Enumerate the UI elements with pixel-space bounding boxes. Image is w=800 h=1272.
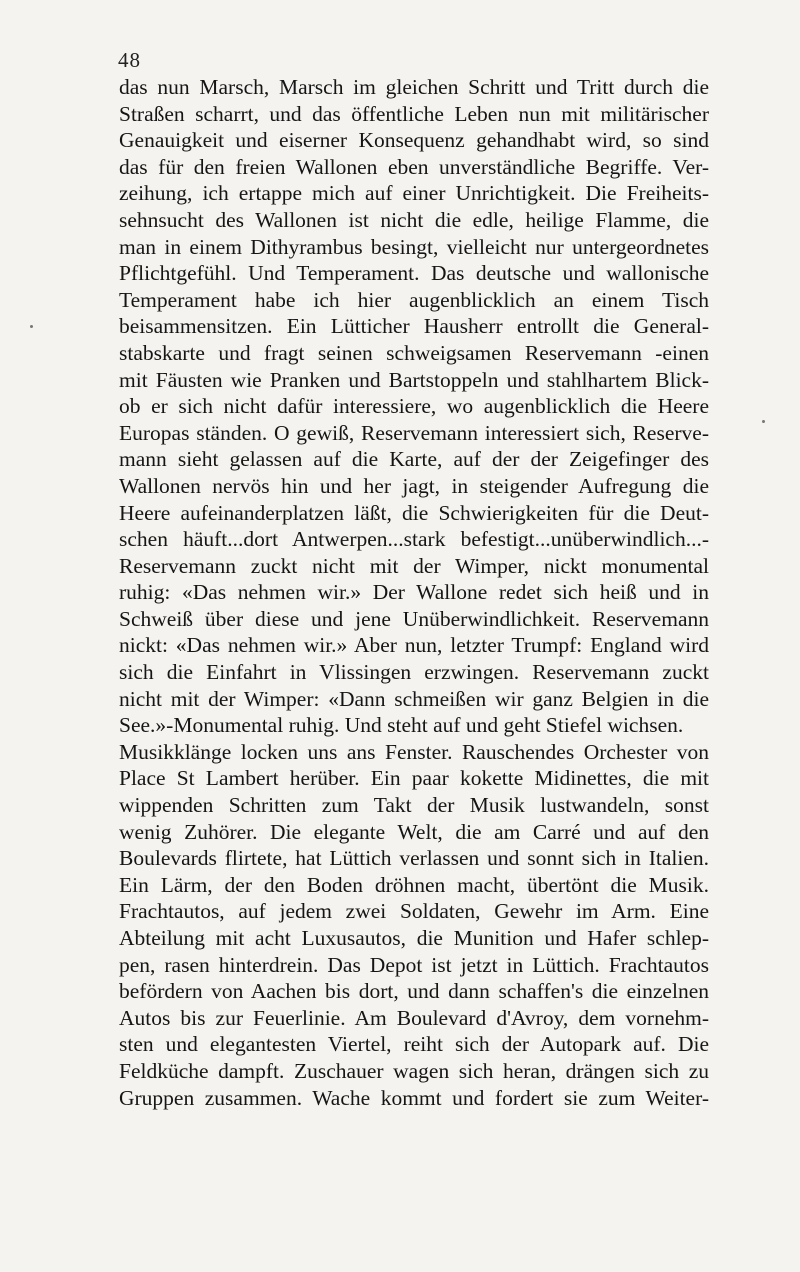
text-line: pen, rasen hinterdrein. Das Depot ist jetzt in Lüttich. Frachtautos — [119, 952, 709, 977]
text-line: sich die Einfahrt in Vlissingen erzwingen. Reservemann zuckt — [119, 660, 709, 685]
text-line: befördern von Aachen bis dort, und dann schaffen's die einzelnen — [119, 979, 709, 1004]
text-line: Abteilung mit acht Luxusautos, die Munition und Hafer schlep- — [119, 926, 709, 950]
text-line: wippenden Schritten zum Takt der Musik lustwandeln, sonst — [119, 793, 709, 818]
text-line: man in einem Dithyrambus besingt, vielleicht nur untergeordnetes — [119, 234, 709, 259]
text-line: Ein Lärm, der den Boden dröhnen macht, übertönt die Musik. — [119, 872, 709, 897]
text-line: sehnsucht des Wallonen ist nicht die edle, heilige Flamme, die — [119, 207, 709, 232]
text-line: ruhig: «Das nehmen wir.» Der Wallone redet sich heiß und in — [119, 580, 709, 605]
text-line: Gruppen zusammen. Wache kommt und fordert sie zum Weiter- — [119, 1085, 709, 1110]
text-line: nicht mit der Wimper: «Dann schmeißen wir ganz Belgien in die — [119, 686, 709, 711]
text-line: Genauigkeit und eiserner Konsequenz gehandhabt wird, so sind — [119, 128, 709, 153]
text-line: Place St Lambert herüber. Ein paar kokette Midinettes, die mit — [119, 766, 709, 791]
text-line: beisammensitzen. Ein Lütticher Hausherr entrollt die General- — [119, 314, 709, 339]
text-line: ob er sich nicht dafür interessiere, wo augenblicklich die Heere — [119, 394, 709, 419]
paper-speck — [30, 325, 33, 328]
text-line: Straßen scharrt, und das öffentliche Leben nun mit militärischer — [119, 101, 709, 126]
text-line: Pflichtgefühl. Und Temperament. Das deutsche und wallonische — [119, 261, 709, 286]
text-line: stabskarte und fragt seinen schweigsamen Reservemann -einen — [119, 340, 709, 365]
text-line: Autos bis zur Feuerlinie. Am Boulevard d'Avroy, dem vornehm- — [119, 1005, 709, 1030]
text-line: Schweiß über diese und jene Unüberwindlichkeit. Reservemann — [119, 606, 709, 631]
text-line: das nun Marsch, Marsch im gleichen Schritt und Tritt durch die — [119, 75, 709, 99]
page-number: 48 — [118, 48, 141, 72]
body-text — [119, 74, 709, 1111]
text-line: zeihung, ich ertappe mich auf einer Unrichtigkeit. Die Freiheits- — [119, 181, 709, 206]
text-line: mann sieht gelassen auf die Karte, auf der der Zeigefinger des — [119, 447, 709, 472]
text-line: Frachtautos, auf jedem zwei Soldaten, Gewehr im Arm. Eine — [119, 899, 709, 924]
text-line: wenig Zuhörer. Die elegante Welt, die am Carré und auf den — [119, 819, 709, 844]
text-line: schen häuft...dort Antwerpen...stark befestigt...unüberwindlich...- — [119, 527, 709, 552]
paper-speck — [762, 420, 765, 423]
text-line: Musikklänge locken uns ans Fenster. Rauschendes Orchester von — [119, 739, 709, 764]
text-line: nickt: «Das nehmen wir.» Aber nun, letzter Trumpf: England wird — [119, 633, 709, 658]
text-line: Reservemann zuckt nicht mit der Wimper, nickt monumental — [119, 553, 709, 578]
text-line: das für den freien Wallonen eben unverständliche Begriffe. Ver- — [119, 154, 709, 179]
text-line: Boulevards flirtete, hat Lüttich verlassen und sonnt sich in Italien. — [119, 846, 709, 871]
text-line: Wallonen nervös hin und her jagt, in steigender Aufregung die — [119, 473, 709, 498]
text-line: See.»-Monumental ruhig. Und steht auf und geht Stiefel wichsen. — [119, 713, 684, 738]
text-line: Temperament habe ich hier augenblicklich an einem Tisch — [119, 287, 709, 312]
text-line: sten und elegantesten Viertel, reiht sich der Autopark auf. Die — [119, 1032, 709, 1057]
text-line: Feldküche dampft. Zuschauer wagen sich heran, drängen sich zu — [119, 1058, 709, 1083]
text-line: Heere aufeinanderplatzen läßt, die Schwierigkeiten für die Deut- — [119, 500, 709, 525]
text-line: mit Fäusten wie Pranken und Bartstoppeln und stahlhartem Blick- — [119, 367, 709, 392]
text-line: Europas ständen. O gewiß, Reservemann interessiert sich, Reserve- — [119, 420, 709, 445]
